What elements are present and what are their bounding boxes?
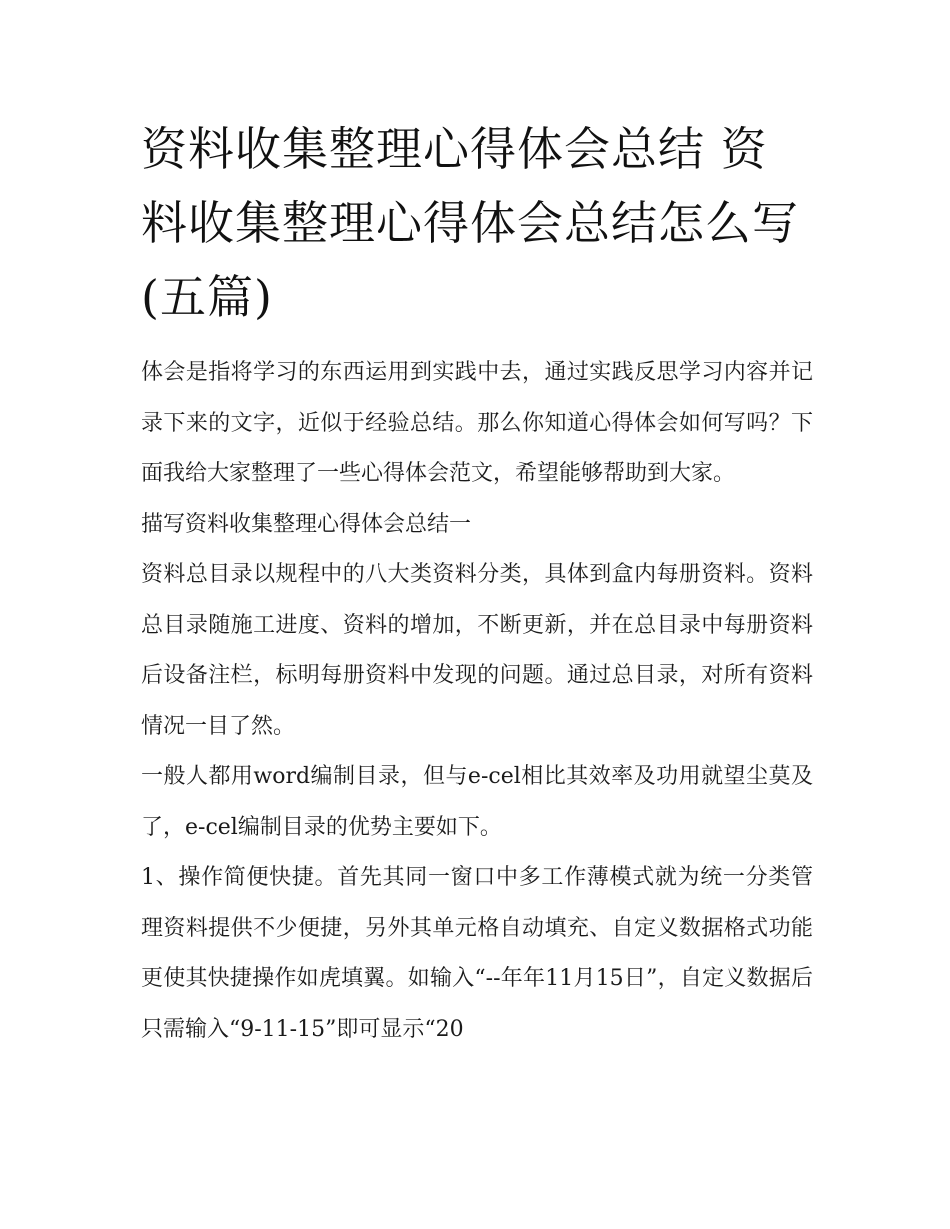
document-title: 资料收集整理心得体会总结 资料收集整理心得体会总结怎么写(五篇) — [141, 122, 799, 324]
section-heading: 描写资料收集整理心得体会总结一 — [141, 511, 472, 537]
body-paragraph-1: 资料总目录以规程中的八大类资料分类，具体到盒内每册资料。资料总目录随施工进度、资料的增加，不断更新，并在总目录中每册资料后设备注栏，标明每册资料中发现的问题。通过总目录，对所有资料情况一目了然。 — [141, 562, 813, 739]
intro-paragraph: 体会是指将学习的东西运用到实践中去，通过实践反思学习内容并记录下来的文字，近似于经验总结。那么你知道心得体会如何写吗？下面我给大家整理了一些心得体会范文，希望能够帮助到大家。 — [141, 360, 813, 486]
document-page — [141, 112, 813, 1055]
body-paragraph-2: 一般人都用word编制目录，但与e-cel相比其效率及功用就望尘莫及了，e-cel编制目录的优势主要如下。 — [141, 764, 813, 840]
body-paragraph-3: 1、操作简便快捷。首先其同一窗口中多工作薄模式就为统一分类管理资料提供不少便捷，另外其单元格自动填充、自定义数据格式功能更使其快捷操作如虎填翼。如输入“--年年11月15日”，自定义数据后只需输入“9-11-15”即可显示“20 — [141, 865, 813, 1042]
